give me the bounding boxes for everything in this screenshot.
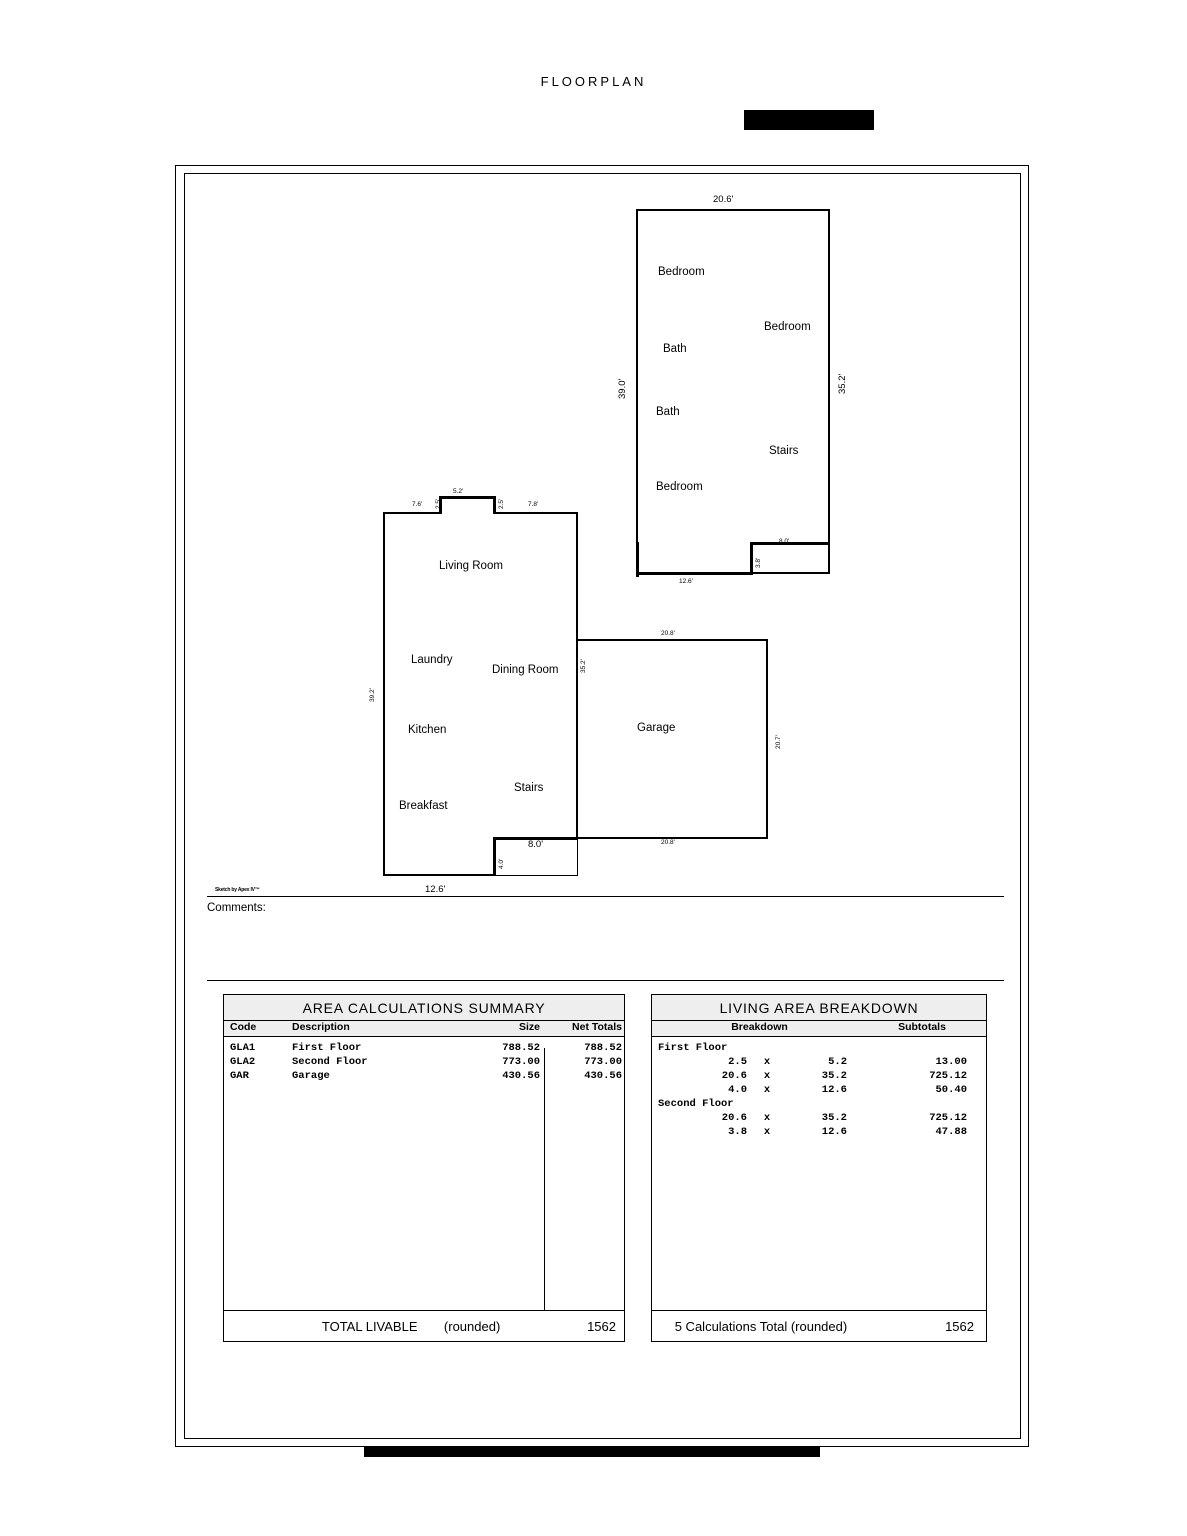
table-row (224, 1055, 624, 1069)
total-rounded-note: (rounded) (443, 1318, 501, 1334)
first-floor-notch-top-wall (439, 496, 495, 499)
second-floor-notch-bottom-wall (636, 572, 753, 575)
total-livable-label: TOTAL LIVABLE (321, 1318, 418, 1334)
living-breakdown-total-row (652, 1310, 986, 1341)
sheet-border-outer (175, 165, 1029, 1447)
room-label-breakfast: Breakfast (399, 800, 448, 812)
cell-size: 788.52 (502, 1042, 540, 1054)
cell-code: GLA2 (230, 1056, 256, 1068)
col-subtotals: Subtotals (898, 1021, 946, 1033)
dim-first-floor-left: 39.2' (369, 688, 376, 702)
dim-second-floor-top: 20.6' (713, 194, 734, 205)
area-summary-column-divider (544, 1048, 545, 1311)
living-area-breakdown-table (651, 994, 987, 1342)
area-summary-title: AREA CALCULATIONS SUMMARY (224, 995, 624, 1020)
room-label-laundry: Laundry (411, 654, 453, 666)
cell-size: 773.00 (502, 1056, 540, 1068)
second-floor-notch-riser-wall (750, 542, 753, 574)
table-row (652, 1055, 986, 1069)
room-label-garage: Garage (637, 722, 676, 734)
room-label-bath-1: Bath (663, 343, 687, 355)
total-livable-value: 1562 (587, 1318, 616, 1334)
dim-first-floor-step-width: 8.0' (528, 839, 544, 850)
cell-op: x (763, 1084, 771, 1096)
cell-b: 12.6 (821, 1084, 847, 1096)
cell-a: 3.8 (728, 1126, 747, 1138)
sheet-border-inner (184, 173, 1021, 1439)
room-label-stairs-upper: Stairs (769, 445, 799, 457)
dim-second-floor-left: 39.0' (617, 378, 628, 399)
cell-description: First Floor (292, 1042, 362, 1054)
cell-code: GLA1 (230, 1042, 256, 1054)
cell-a: 2.5 (728, 1056, 747, 1068)
page-title: FLOORPLAN (540, 74, 647, 89)
cell-a: 20.6 (721, 1070, 747, 1082)
cell-net: 430.56 (584, 1070, 622, 1082)
room-label-kitchen: Kitchen (408, 724, 447, 736)
area-calculations-summary-table (223, 994, 625, 1342)
room-label-dining-room: Dining Room (492, 664, 559, 676)
dim-first-floor-top-right: 7.8' (528, 501, 539, 508)
cell-op: x (763, 1070, 771, 1082)
cell-a: 20.6 (721, 1112, 747, 1124)
col-breakdown: Breakdown (731, 1021, 788, 1033)
cell-subtotal: 47.88 (935, 1126, 967, 1138)
cell-size: 430.56 (502, 1070, 540, 1082)
area-summary-header-row (224, 1020, 624, 1037)
living-breakdown-header-row (652, 1020, 986, 1037)
comments-label: Comments: (207, 902, 266, 914)
living-breakdown-title: LIVING AREA BREAKDOWN (652, 995, 986, 1020)
cell-b: 35.2 (821, 1112, 847, 1124)
room-label-bedroom-1: Bedroom (658, 266, 705, 278)
dim-second-floor-notch-height: 3.8' (755, 557, 762, 568)
first-floor-step-left-wall (493, 837, 496, 875)
cell-code: GAR (230, 1070, 249, 1082)
table-row (652, 1083, 986, 1097)
cell-subtotal: 725.12 (929, 1070, 967, 1082)
cell-b: 5.2 (828, 1056, 847, 1068)
dim-first-floor-notch-right: 2.5' (498, 498, 505, 509)
table-row (652, 1125, 986, 1139)
cell-subtotal: 50.40 (935, 1084, 967, 1096)
dim-second-floor-notch-width: 8.0' (779, 538, 790, 545)
dim-first-floor-bottom: 12.6' (425, 884, 446, 895)
divider-above-comments (207, 896, 1004, 897)
table-row (652, 1069, 986, 1083)
dim-first-floor-notch-left: 2.5' (435, 498, 442, 509)
room-label-living-room: Living Room (439, 560, 503, 572)
group-header (652, 1097, 986, 1111)
dim-garage-top: 20.8' (661, 630, 675, 637)
table-row (224, 1069, 624, 1083)
dim-garage-right: 20.7' (775, 735, 782, 749)
col-size: Size (518, 1021, 540, 1033)
dim-first-floor-step-height: 4.0' (498, 858, 505, 869)
group-name-second-floor: Second Floor (658, 1098, 734, 1110)
second-floor-outline (636, 209, 830, 574)
room-label-bedroom-3: Bedroom (656, 481, 703, 493)
garage-outline (576, 639, 768, 839)
room-label-stairs-lower: Stairs (514, 782, 544, 794)
col-net-totals: Net Totals (572, 1021, 622, 1033)
dim-garage-bottom: 20.8' (661, 839, 675, 846)
cell-op: x (763, 1112, 771, 1124)
table-row (652, 1111, 986, 1125)
top-black-bar (744, 110, 874, 130)
calculations-total-label: 5 Calculations Total (rounded) (674, 1318, 848, 1334)
group-name-first-floor: First Floor (658, 1042, 728, 1054)
cell-description: Garage (292, 1070, 330, 1082)
table-row (224, 1041, 624, 1055)
cell-net: 773.00 (584, 1056, 622, 1068)
area-summary-total-row (224, 1310, 624, 1341)
cell-a: 4.0 (728, 1084, 747, 1096)
room-label-bath-2: Bath (656, 406, 680, 418)
cell-op: x (763, 1126, 771, 1138)
sketch-credit: Sketch by Apex IV™ (215, 887, 260, 893)
cell-op: x (763, 1056, 771, 1068)
cell-b: 12.6 (821, 1126, 847, 1138)
dim-second-floor-right: 35.2' (837, 373, 848, 394)
cell-net: 788.52 (584, 1042, 622, 1054)
dim-first-floor-top-left: 7.6' (412, 501, 423, 508)
divider-below-comments (207, 980, 1004, 981)
col-description: Description (292, 1021, 350, 1033)
cell-subtotal: 13.00 (935, 1056, 967, 1068)
floorplan-drawing (185, 174, 1020, 914)
cell-subtotal: 725.12 (929, 1112, 967, 1124)
cell-description: Second Floor (292, 1056, 368, 1068)
first-floor-notch-right-wall (493, 496, 496, 514)
group-header (652, 1041, 986, 1055)
dim-first-floor-right: 35.2' (580, 659, 587, 673)
calculations-total-value: 1562 (945, 1318, 974, 1334)
dim-second-floor-bottom: 12.6' (679, 578, 693, 585)
cell-b: 35.2 (821, 1070, 847, 1082)
second-floor-notch-top-wall (750, 542, 830, 545)
col-code: Code (230, 1021, 257, 1033)
room-label-bedroom-2: Bedroom (764, 321, 811, 333)
dim-first-floor-notch-top: 5.2' (453, 488, 464, 495)
